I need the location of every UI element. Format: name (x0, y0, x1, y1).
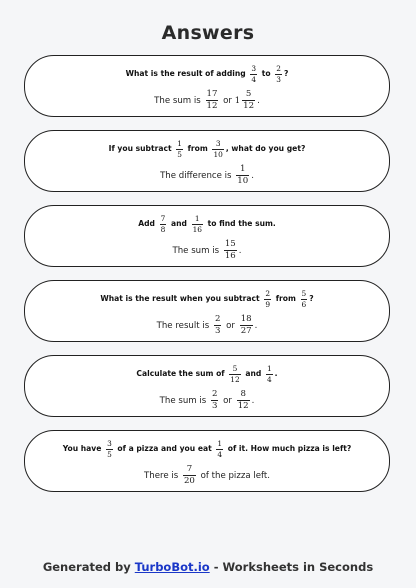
question-text: , what do you get? (225, 144, 306, 153)
fraction (240, 315, 253, 335)
fraction (264, 290, 271, 308)
numerator: 1 (177, 139, 182, 149)
answer-card-1 (24, 55, 390, 117)
numerator: 1 (217, 439, 223, 449)
denominator: 12 (206, 101, 218, 111)
fraction (214, 315, 221, 335)
numerator: 7 (183, 465, 196, 476)
fraction (183, 465, 196, 485)
question-text: of it. How much pizza is left? (227, 444, 352, 453)
question-text: and (170, 219, 187, 228)
question-text: What is the result of adding (125, 69, 246, 78)
numerator: 5 (242, 90, 255, 101)
fraction (229, 365, 240, 383)
denominator: 4 (217, 449, 223, 459)
question-text: of a pizza and you eat (117, 444, 212, 453)
fraction (224, 240, 237, 260)
fraction (216, 440, 223, 458)
denominator: 10 (237, 176, 249, 186)
denominator: 12 (237, 401, 249, 411)
question-text: to (261, 69, 271, 78)
numerator: 8 (237, 390, 250, 401)
denominator: 6 (301, 299, 307, 309)
fraction (250, 65, 257, 83)
fraction (211, 390, 218, 410)
answer-text: . (251, 171, 254, 181)
numerator: 3 (107, 439, 112, 449)
denominator: 20 (183, 476, 195, 486)
fraction (242, 90, 255, 110)
footer-suffix: - Worksheets in Seconds (213, 560, 374, 574)
question-text: Calculate the sum of (136, 369, 225, 378)
fraction (275, 65, 282, 83)
answer-text: . (257, 96, 260, 106)
answer-card-5 (24, 355, 390, 417)
numerator: 2 (211, 389, 218, 400)
denominator: 3 (211, 401, 218, 411)
answer-card-4 (24, 280, 390, 342)
footer (0, 560, 416, 574)
denominator: 27 (240, 326, 252, 336)
question-text: You have (62, 444, 102, 453)
page-title: Answers (161, 22, 255, 44)
denominator: 9 (265, 299, 271, 309)
answer-4 (25, 314, 389, 338)
fraction (237, 390, 250, 410)
fraction (106, 440, 113, 458)
answer-card-6 (24, 430, 390, 492)
answer-text: or (223, 96, 232, 106)
question-text: from (275, 294, 296, 303)
denominator: 5 (177, 149, 182, 159)
question-text: and (245, 369, 262, 378)
denominator: 3 (214, 326, 221, 336)
denominator: 3 (276, 74, 281, 84)
question-2 (25, 138, 389, 160)
numerator: 3 (251, 64, 257, 74)
answer-text: The result is (156, 321, 210, 331)
numerator: 1 (266, 364, 272, 374)
denominator: 10 (213, 149, 223, 159)
denominator: 12 (230, 374, 240, 384)
denominator: 16 (224, 251, 236, 261)
numerator: 5 (229, 365, 240, 374)
fraction (176, 140, 183, 158)
answer-text: or (223, 396, 232, 406)
numerator: 2 (214, 314, 221, 325)
fraction (301, 290, 308, 308)
answer-card-2 (24, 130, 390, 192)
answer-1 (25, 89, 389, 113)
denominator: 5 (107, 449, 112, 459)
denominator: 8 (160, 224, 166, 234)
numerator: 2 (276, 64, 281, 74)
question-5 (25, 363, 389, 385)
fraction (160, 215, 167, 233)
answer-text: . (254, 321, 258, 331)
answer-text: The sum is (154, 96, 201, 106)
answer-5 (25, 389, 389, 413)
numerator: 7 (160, 214, 166, 224)
numerator: 15 (224, 239, 236, 250)
numerator: 5 (301, 289, 307, 299)
question-1 (25, 63, 389, 85)
answer-text: There is (144, 471, 179, 481)
answer-text: The sum is (159, 396, 207, 406)
answer-text: or (226, 321, 235, 331)
answer-6 (25, 464, 389, 488)
fraction (236, 165, 249, 185)
denominator: 12 (243, 101, 255, 111)
denominator: 16 (192, 224, 202, 234)
denominator: 4 (266, 374, 272, 384)
numerator: 1 (236, 165, 249, 176)
question-text: Add (138, 219, 155, 228)
answer-text: of the pizza left. (200, 471, 270, 481)
question-6 (25, 438, 389, 460)
question-text: If you subtract (108, 144, 172, 153)
turbobot-link[interactable]: TurboBot.io (134, 560, 210, 574)
answer-card-3 (24, 205, 390, 267)
numerator: 2 (265, 289, 271, 299)
answer-3 (25, 239, 389, 263)
answer-text: The difference is (160, 171, 232, 181)
answer-2 (25, 164, 389, 188)
fraction (206, 90, 219, 110)
answer-text: . (238, 246, 242, 256)
numerator: 1 (192, 215, 203, 224)
question-text: ? (309, 294, 314, 303)
fraction (266, 365, 273, 383)
numerator: 18 (240, 314, 252, 325)
numerator: 17 (206, 89, 218, 100)
question-text: from (187, 144, 208, 153)
question-4 (25, 288, 389, 310)
question-text: . (274, 369, 278, 378)
question-text: to find the sum. (207, 219, 276, 228)
fraction (192, 215, 203, 233)
question-text: What is the result when you subtract (100, 294, 260, 303)
numerator: 3 (212, 140, 223, 149)
answer-text: The sum is (172, 246, 220, 256)
denominator: 4 (251, 74, 257, 84)
fraction (212, 140, 223, 158)
answer-text: . (251, 396, 255, 406)
question-3 (25, 213, 389, 235)
footer-prefix: Generated by (42, 560, 131, 574)
question-text: ? (283, 69, 289, 78)
mixed-whole: 1 (234, 96, 241, 106)
